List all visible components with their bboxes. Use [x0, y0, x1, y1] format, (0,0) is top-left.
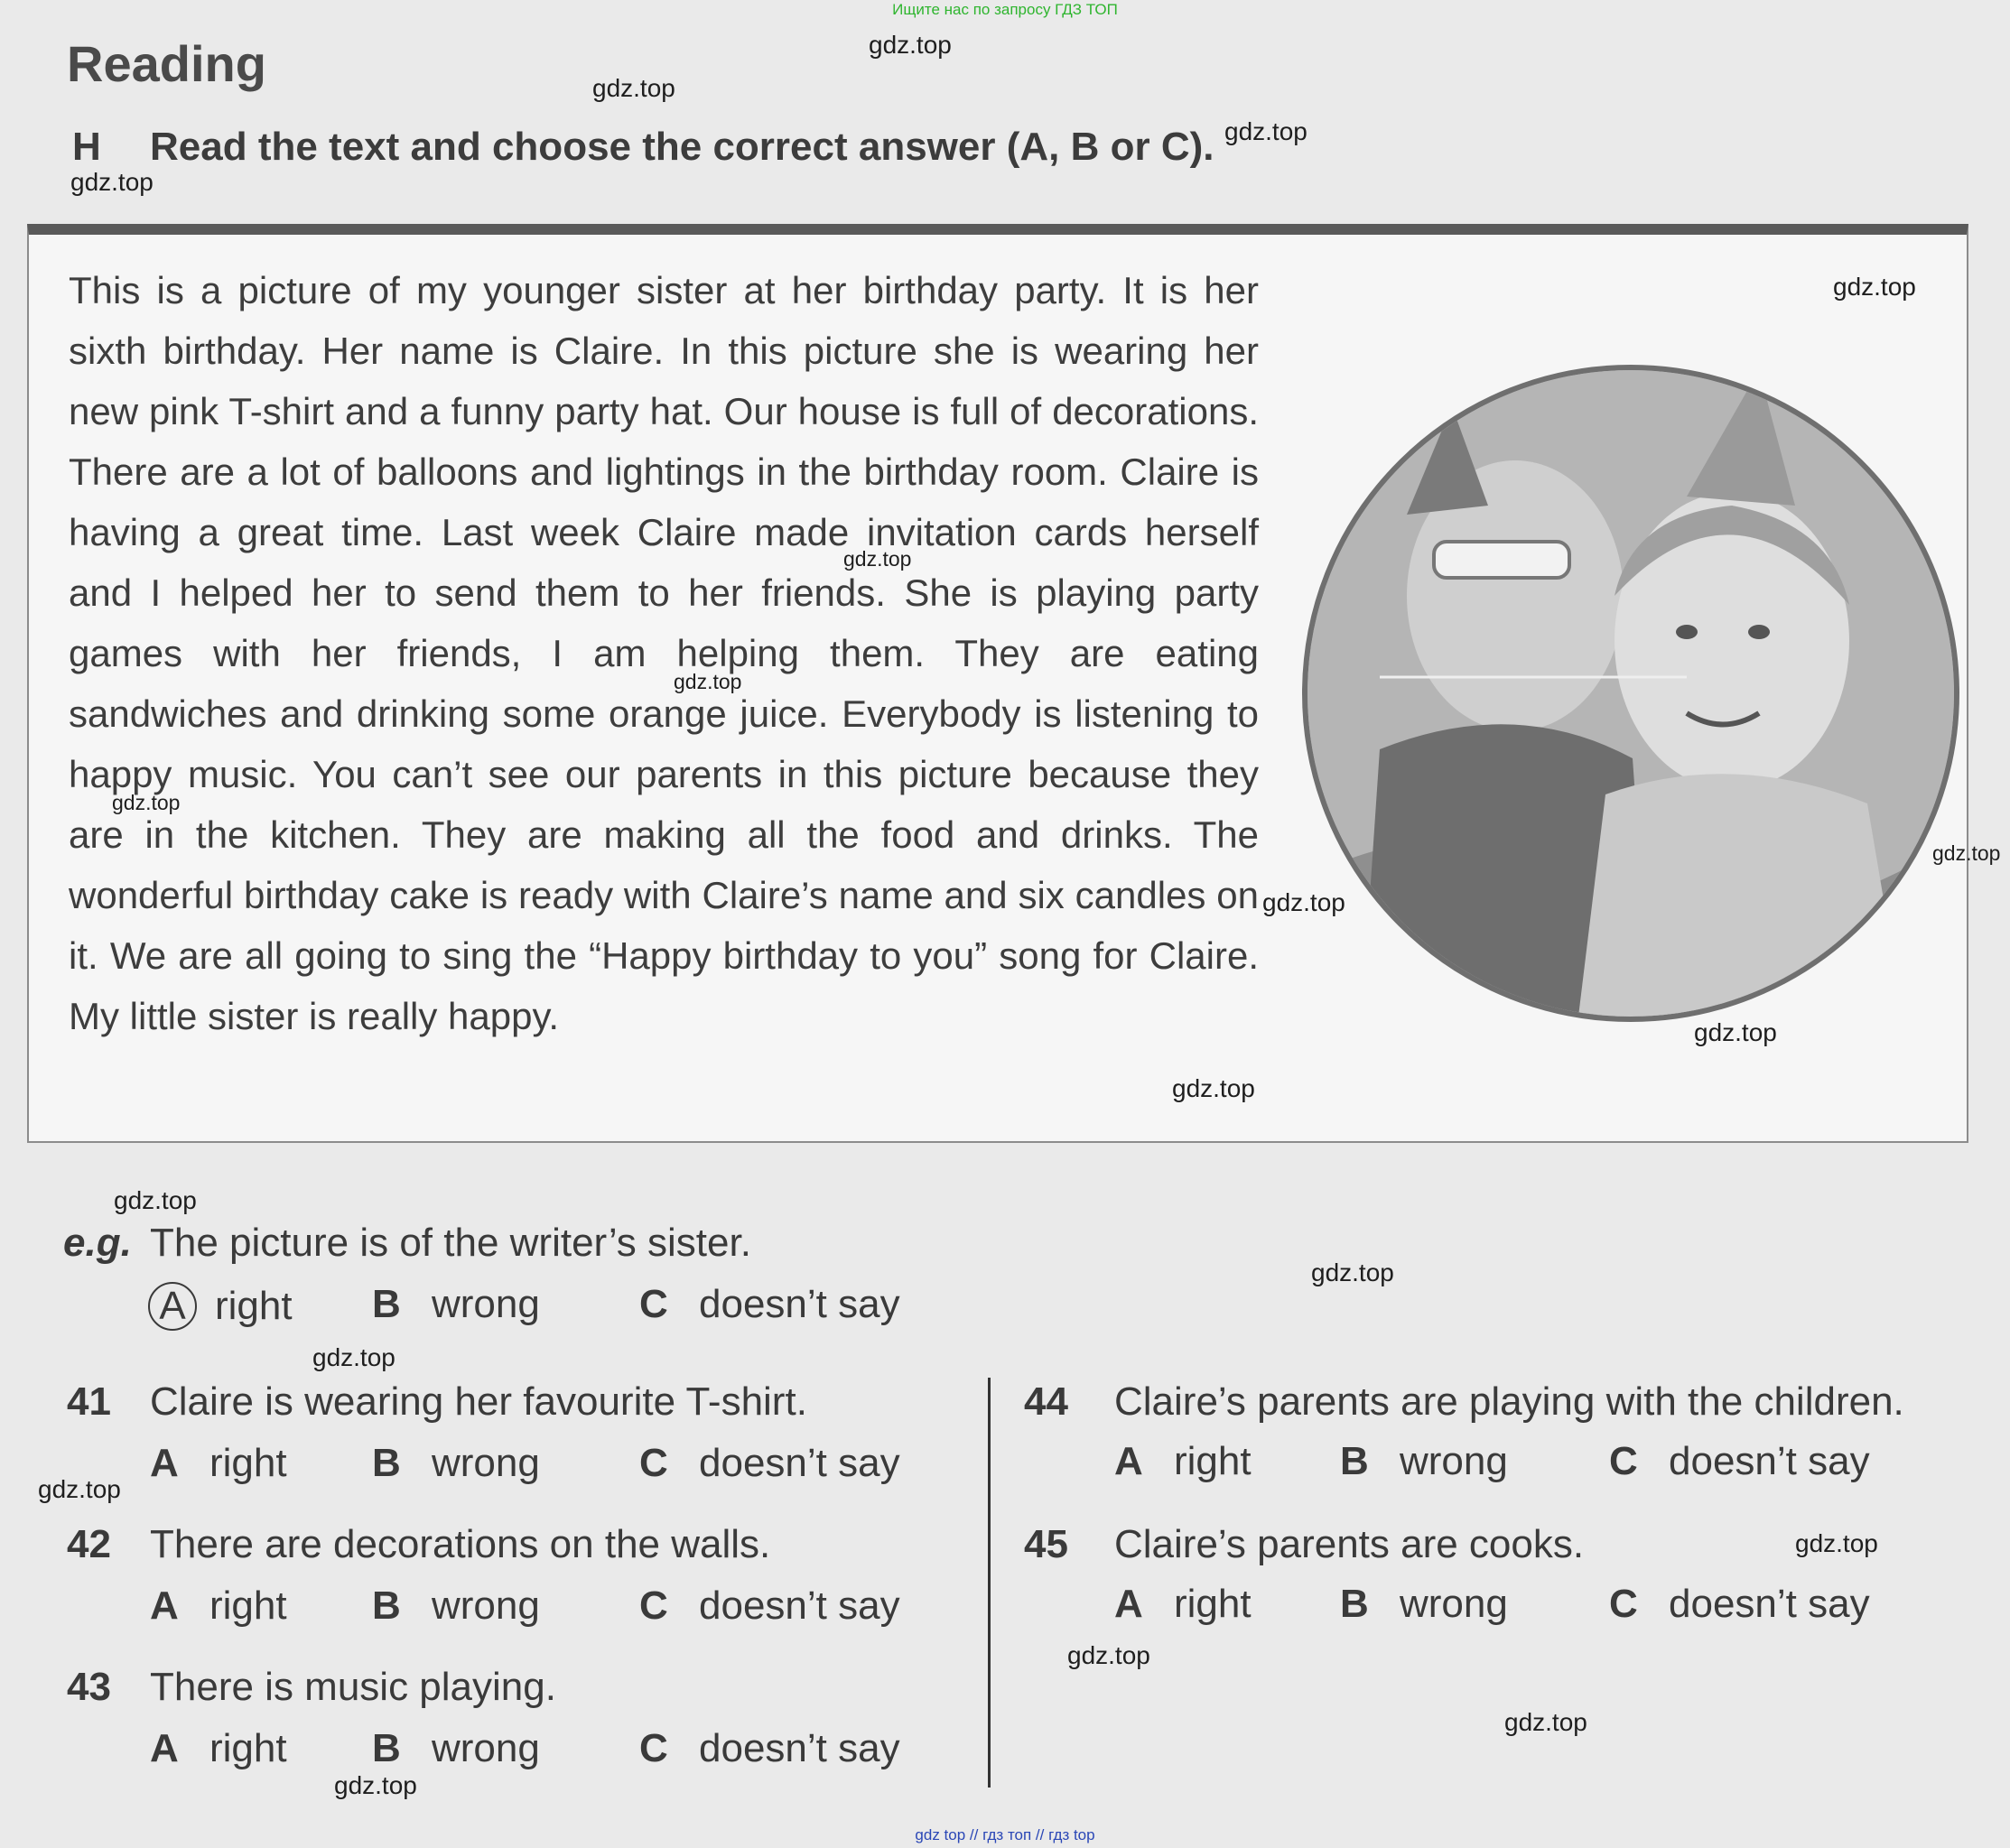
question-stem: There are decorations on the walls.: [150, 1522, 771, 1566]
question-number: 45: [1024, 1522, 1068, 1566]
watermark: gdz.top: [674, 670, 742, 693]
watermark: gdz.top: [843, 547, 912, 571]
watermark: gdz.top: [1795, 1529, 1878, 1557]
example-stem: The picture is of the writer’s sister.: [150, 1221, 751, 1265]
watermark: gdz.top: [38, 1475, 121, 1503]
watermark: gdz.top: [1311, 1258, 1394, 1286]
question-number: 43: [67, 1665, 111, 1709]
watermark: gdz.top: [112, 791, 181, 814]
q41-option-b[interactable]: B wrong: [372, 1441, 540, 1485]
q45-option-a[interactable]: A right: [1114, 1582, 1252, 1626]
watermark: gdz.top: [1262, 888, 1345, 916]
circled-answer: A: [148, 1282, 197, 1331]
task-letter: H: [72, 125, 101, 169]
watermark: gdz.top: [1224, 117, 1307, 145]
question-stem: Claire’s parents are cooks.: [1114, 1522, 1585, 1566]
watermark: gdz.top: [1694, 1018, 1777, 1046]
q45-option-c[interactable]: C doesn’t say: [1609, 1582, 1870, 1626]
q44-option-b[interactable]: B wrong: [1340, 1439, 1508, 1483]
watermark: gdz.top: [334, 1771, 417, 1799]
watermark: gdz.top: [1833, 273, 1916, 301]
q45-option-b[interactable]: B wrong: [1340, 1582, 1508, 1626]
watermark: gdz.top: [1504, 1708, 1587, 1736]
question-number: 44: [1024, 1379, 1068, 1424]
task-instruction: [72, 125, 1214, 170]
q42-option-b[interactable]: B wrong: [372, 1583, 540, 1628]
top-banner: Ищите нас по запросу ГДЗ ТОП: [892, 1, 1118, 18]
example-label: e.g.: [63, 1221, 132, 1265]
q43-option-c[interactable]: C doesn’t say: [639, 1726, 900, 1770]
q41-option-c[interactable]: C doesn’t say: [639, 1441, 900, 1485]
question-stem: There is music playing.: [150, 1665, 556, 1709]
example-option-a: A right: [155, 1282, 293, 1331]
question-stem: Claire is wearing her favourite T-shirt.: [150, 1379, 807, 1424]
party-children-illustration: [1307, 370, 1954, 1017]
q43-option-b[interactable]: B wrong: [372, 1726, 540, 1770]
watermark: gdz.top: [114, 1186, 197, 1214]
question-stem: Claire’s parents are playing with the children.: [1114, 1379, 1904, 1424]
instruction-text: Read the text and choose the correct answer (A, B or C).: [150, 125, 1214, 169]
watermark: gdz.top: [70, 168, 154, 196]
watermark: gdz.top: [312, 1343, 395, 1371]
q41-option-a[interactable]: A right: [150, 1441, 287, 1485]
question-number: 41: [67, 1379, 111, 1424]
column-divider: [988, 1378, 991, 1788]
birthday-party-photo: [1302, 365, 1959, 1022]
q44-option-a[interactable]: A right: [1114, 1439, 1252, 1483]
q42-option-a[interactable]: A right: [150, 1583, 287, 1628]
watermark: gdz.top: [1172, 1074, 1255, 1102]
reading-passage: This is a picture of my younger sister at her birthday party. It is her sixth birthday. Her name is Claire. In this picture she is wearing her new pink T-shirt and a funny party hat. Our house is full of decorations. There are a lot of balloons and lightings in the birthday room. Claire is having a great time. Last week Claire made invitation cards herself and I helped her to send them to her friends. She is playing party games with her friends, I am helping them. They are eating sandwiches and drinking some orange juice. Everybody is listening to happy music. You can’t see our parents in this picture because they are in the kitchen. They are making all the food and drinks. The wonderful birthday cake is ready with Claire’s name and six candles on it. We are all going to sing the “Happy birthday to you” song for Claire. My little sister is really happy.: [69, 269, 1259, 1037]
watermark: gdz.top: [869, 31, 952, 59]
q43-option-a[interactable]: A right: [150, 1726, 287, 1770]
bottom-banner: gdz top // гдз топ // гдз top: [915, 1826, 1095, 1843]
question-number: 42: [67, 1522, 111, 1566]
watermark: gdz.top: [592, 74, 675, 102]
example-option-c: C doesn’t say: [639, 1282, 900, 1326]
q42-option-c[interactable]: C doesn’t say: [639, 1583, 900, 1628]
example-option-b: B wrong: [372, 1282, 540, 1326]
section-title: Reading: [67, 35, 266, 92]
q44-option-c[interactable]: C doesn’t say: [1609, 1439, 1870, 1483]
watermark: gdz.top: [1932, 841, 2001, 865]
watermark: gdz.top: [1067, 1641, 1150, 1669]
